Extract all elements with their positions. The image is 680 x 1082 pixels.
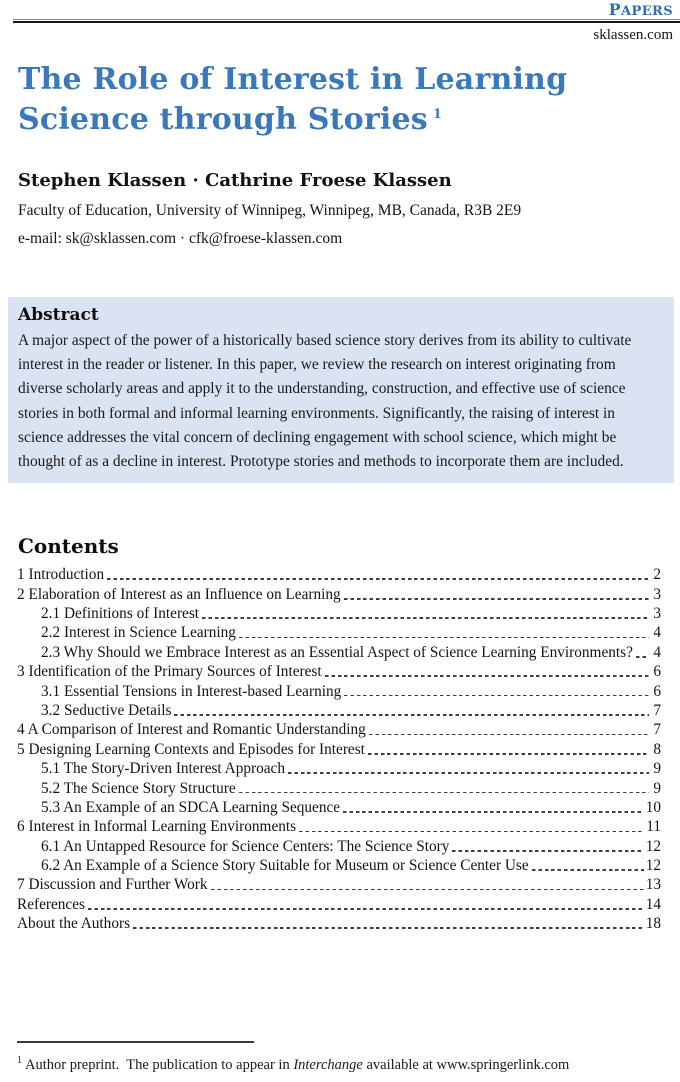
toc-entry-label: 5 Designing Learning Contexts and Episodes for Interest — [17, 740, 365, 758]
toc-leader — [343, 798, 644, 817]
toc-leader — [452, 837, 643, 856]
toc-page-number: 10 — [645, 798, 661, 816]
header-divider — [13, 19, 680, 23]
toc-page-number: 6 — [653, 682, 661, 700]
toc-entry — [17, 895, 661, 914]
toc-entry-label: 5.1 The Story-Driven Interest Approach — [41, 760, 285, 778]
journal-brand: PAPERS — [608, 0, 673, 19]
toc-entry-label: 6.2 An Example of a Science Story Suitable for Museum or Science Center Use — [41, 857, 529, 875]
toc-page-number: 2 — [653, 566, 661, 584]
toc-entry — [17, 643, 661, 662]
toc-entry — [17, 604, 661, 623]
abstract-section — [8, 297, 674, 483]
contents-heading: Contents — [18, 534, 119, 559]
toc-leader — [344, 682, 649, 701]
toc-page-number: 6 — [653, 663, 661, 681]
toc-entry-label: 3 Identification of the Primary Sources of Interest — [17, 663, 322, 681]
email-line: e-mail: sk@sklassen.com · cfk@froese-klassen.com — [18, 230, 343, 247]
footnote-text: Author preprint. The publication to appear in — [25, 1057, 294, 1073]
toc-entry-label: 6 Interest in Informal Learning Environments — [17, 818, 297, 836]
toc-entry — [17, 623, 661, 642]
toc-entry-label: 7 Discussion and Further Work — [17, 876, 208, 894]
toc-entry-label: 1 Introduction — [17, 566, 105, 584]
toc-entry-label: 2.2 Interest in Science Learning — [41, 624, 236, 642]
toc-page-number: 14 — [645, 895, 661, 913]
toc-page-number: 18 — [645, 915, 661, 933]
toc-page-number: 9 — [653, 779, 661, 797]
toc-leader — [532, 856, 644, 875]
toc-entry-label: 2 Elaboration of Interest as an Influence on Learning — [17, 585, 341, 603]
toc-leader — [344, 585, 649, 604]
toc-page-number: 12 — [645, 857, 661, 875]
toc-entry — [17, 779, 661, 798]
toc-entry — [17, 565, 661, 584]
abstract-heading: Abstract — [18, 305, 99, 325]
toc-leader — [325, 662, 649, 681]
toc-leader — [211, 875, 644, 894]
toc-entry-label: 2.3 Why Should we Embrace Interest as an Essential Aspect of Science Learning Environments? — [41, 643, 633, 661]
toc-entry — [17, 798, 661, 817]
toc-leader — [202, 604, 649, 623]
title-line-2 — [18, 100, 660, 140]
toc-entry — [17, 759, 661, 778]
toc-page-number: 8 — [653, 740, 661, 758]
toc-page-number: 13 — [645, 876, 661, 894]
toc-page-number: 3 — [653, 605, 661, 622]
toc-page-number: 4 — [653, 624, 661, 642]
authors: Stephen Klassen · Cathrine Froese Klassen — [18, 170, 452, 191]
toc-leader — [368, 740, 649, 759]
toc-entry — [17, 662, 661, 681]
toc-entry — [17, 837, 661, 856]
toc-entry-label: 3.1 Essential Tensions in Interest-based Learning — [41, 682, 342, 700]
toc-entry-label: 5.3 An Example of an SDCA Learning Sequence — [41, 798, 341, 816]
footnote-divider — [17, 1041, 254, 1043]
toc-entry — [17, 856, 661, 875]
abstract-text: A major aspect of the power of a historically based science story derives from its ability to cultivate interest in the reader or listener. In this paper, we review the research on interest originating from diverse scholarly areas and apply it to the understanding, construction, and effective use of science stories in both formal and informal learning environments. Significantly, the raising of interest in science addresses the vital concern of declining engagement with school science, which might be thought of as a decline in interest. Prototype stories and methods to incorporate them are included. — [18, 332, 632, 471]
toc-entry — [17, 817, 661, 836]
toc-entry — [17, 875, 661, 894]
toc-entry-label: 4 A Comparison of Interest and Romantic Understanding — [17, 721, 366, 739]
toc-leader — [288, 759, 649, 778]
toc-page-number: 4 — [653, 643, 661, 661]
toc-entry — [17, 720, 661, 739]
toc-page-number: 7 — [653, 721, 661, 739]
toc-leader — [369, 720, 649, 739]
toc-leader — [636, 643, 649, 662]
title-footnote-marker: 1 — [432, 107, 443, 122]
toc-entry — [17, 585, 661, 604]
toc-entry-label: 5.2 The Science Story Structure — [41, 779, 236, 797]
toc-leader — [239, 623, 649, 642]
footnote-journal-name: Interchange — [293, 1057, 363, 1073]
table-of-contents — [17, 565, 661, 933]
paper-title — [18, 60, 660, 140]
toc-entry-label: About the Authors — [17, 915, 131, 933]
toc-leader — [174, 701, 649, 720]
toc-entry-label: References — [17, 895, 85, 913]
toc-entry — [17, 701, 661, 720]
footnote-text-after: available at www.springerlink.com — [362, 1057, 570, 1073]
title-line-1: The Role of Interest in Learning — [18, 62, 568, 97]
footnote — [17, 1052, 660, 1074]
title-line-2-text: Science through Stories — [18, 102, 428, 137]
footnote-marker: 1 — [17, 1055, 22, 1067]
toc-entry-label: 2.1 Definitions of Interest — [41, 605, 200, 622]
site-url: sklassen.com — [593, 27, 673, 43]
toc-leader — [239, 779, 649, 798]
toc-entry — [17, 740, 661, 759]
affiliation: Faculty of Education, University of Winnipeg, Winnipeg, MB, Canada, R3B 2E9 — [18, 202, 522, 219]
toc-page-number: 9 — [653, 760, 661, 778]
toc-page-number: 7 — [653, 701, 661, 719]
toc-entry — [17, 914, 661, 933]
toc-leader — [299, 817, 644, 836]
toc-entry — [17, 682, 661, 701]
toc-page-number: 12 — [645, 837, 661, 855]
toc-page-number: 3 — [653, 585, 661, 603]
toc-entry-label: 6.1 An Untapped Resource for Science Centers: The Science Story — [41, 837, 450, 855]
footnote-section — [17, 1041, 660, 1074]
toc-leader — [133, 914, 644, 933]
toc-leader — [107, 565, 649, 584]
toc-entry-label: 3.2 Seductive Details — [41, 701, 172, 719]
toc-leader — [88, 895, 644, 914]
toc-page-number: 11 — [646, 818, 661, 836]
